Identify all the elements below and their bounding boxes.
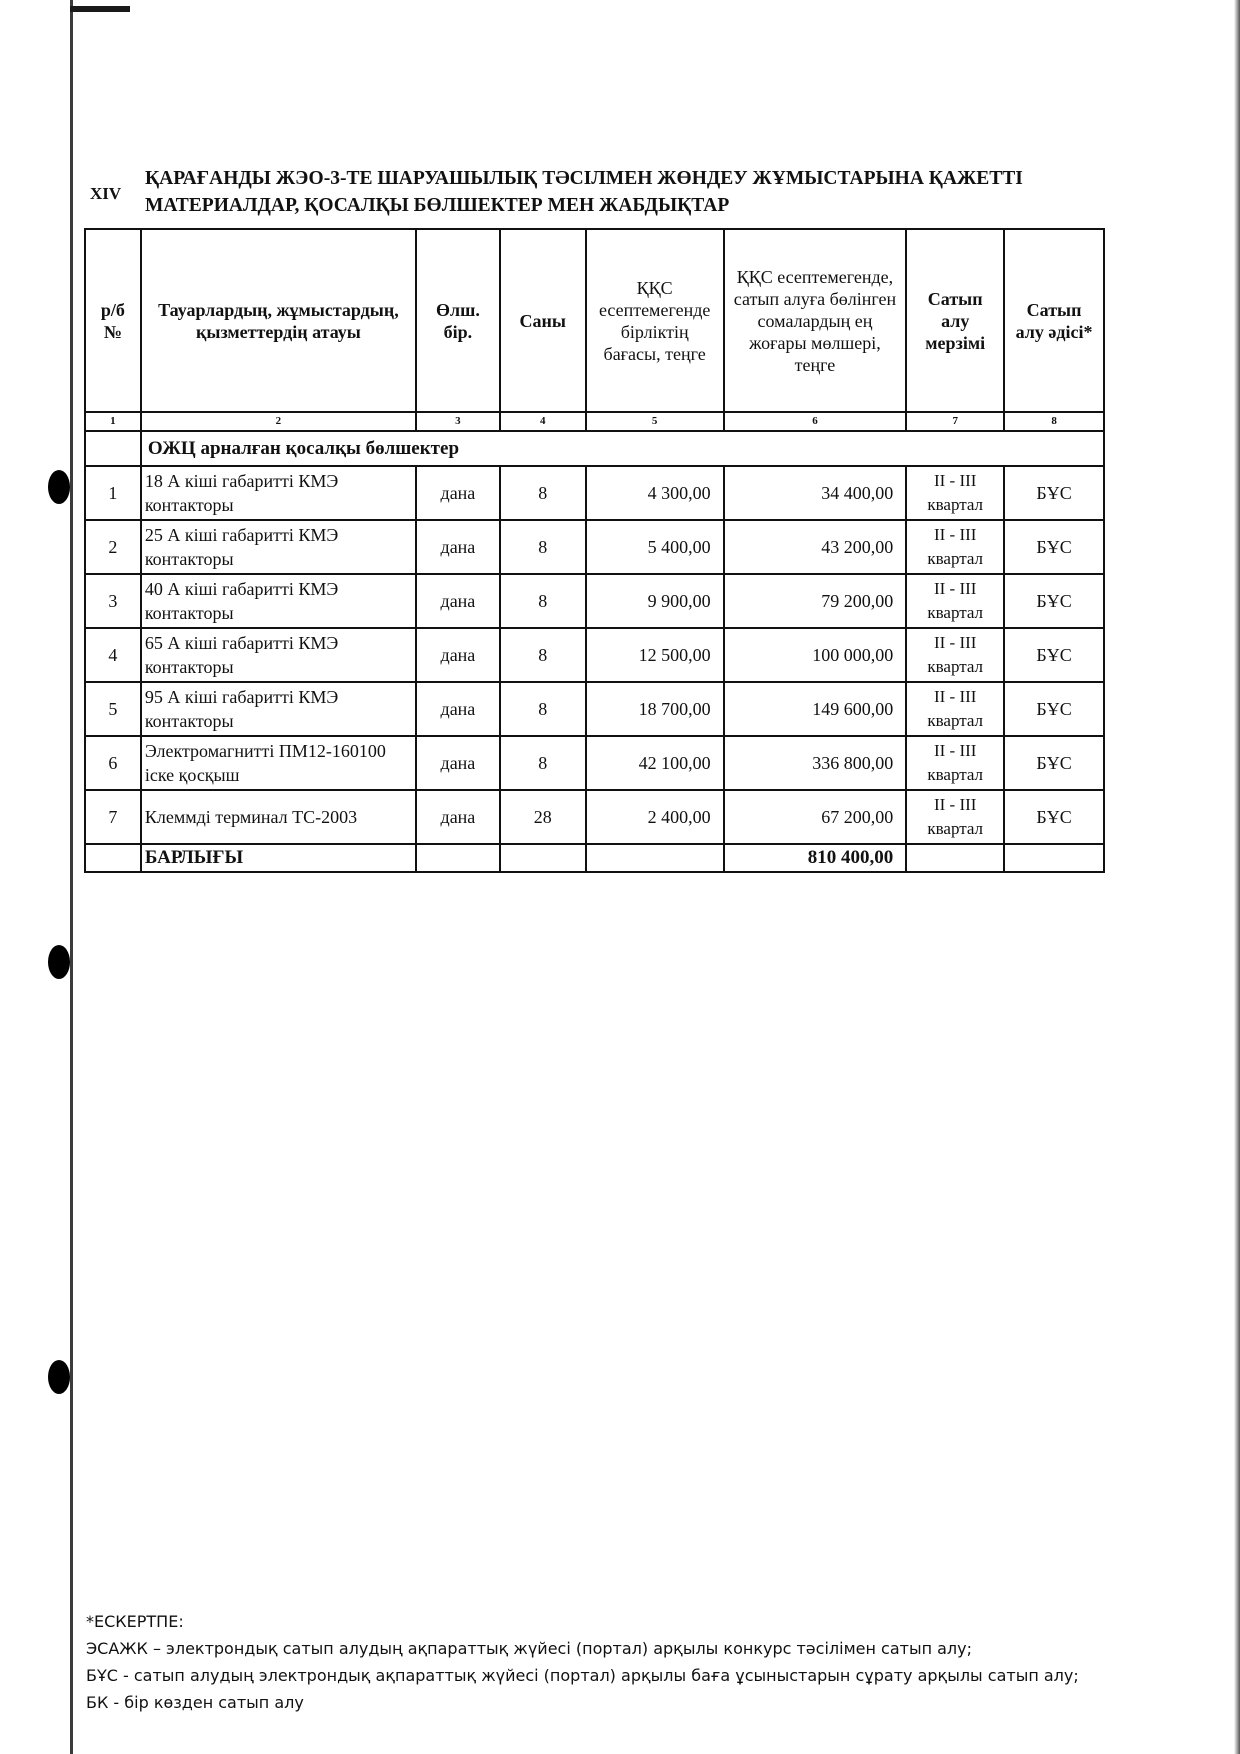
row-number: 2 xyxy=(85,520,141,574)
item-name: 65 А кіші габаритті КМЭ контакторы xyxy=(141,628,416,682)
scan-right-edge xyxy=(1234,0,1240,1754)
item-max-amount: 34 400,00 xyxy=(724,466,907,520)
item-unit: дана xyxy=(416,520,500,574)
item-unit: дана xyxy=(416,574,500,628)
item-quantity: 8 xyxy=(500,682,586,736)
item-method: БҰС xyxy=(1004,628,1104,682)
total-label: БАРЛЫҒЫ xyxy=(141,844,416,872)
header-quantity: Саны xyxy=(500,229,586,412)
item-term: II - III квартал xyxy=(906,736,1004,790)
table-row xyxy=(85,682,1104,736)
item-method: БҰС xyxy=(1004,790,1104,844)
footnote-title: *ЕСКЕРТПЕ: xyxy=(86,1612,184,1631)
row-number: 3 xyxy=(85,574,141,628)
header-max-amount: ҚҚС есептемегенде, сатып алуға бөлінген сомалардың ең жоғары мөлшері, теңге xyxy=(724,229,907,412)
item-max-amount: 43 200,00 xyxy=(724,520,907,574)
item-unit-price: 9 900,00 xyxy=(586,574,724,628)
item-quantity: 8 xyxy=(500,520,586,574)
table-row xyxy=(85,628,1104,682)
item-method: БҰС xyxy=(1004,466,1104,520)
punch-hole-mark xyxy=(48,1360,70,1394)
item-unit-price: 5 400,00 xyxy=(586,520,724,574)
scan-edge-line xyxy=(70,0,73,1754)
header-method: Сатып алу әдісі* xyxy=(1004,229,1104,412)
item-max-amount: 149 600,00 xyxy=(724,682,907,736)
column-index: 2 xyxy=(141,412,416,431)
item-name: 95 А кіші габаритті КМЭ контакторы xyxy=(141,682,416,736)
column-index: 6 xyxy=(724,412,907,431)
header-number: р/б № xyxy=(85,229,141,412)
section-title: ҚАРАҒАНДЫ ЖЭО-3-ТЕ ШАРУАШЫЛЫҚ ТӘСІЛМЕН ЖӨНДЕУ ЖҰМЫСТАРЫНА ҚАЖЕТТІ МАТЕРИАЛДАР, ҚОСАЛҚЫ БӨЛШЕКТЕР МЕН ЖАБДЫҚТАР xyxy=(145,168,1023,216)
item-unit-price: 4 300,00 xyxy=(586,466,724,520)
table-row xyxy=(85,736,1104,790)
item-name: 40 А кіші габаритті КМЭ контакторы xyxy=(141,574,416,628)
item-name: 18 А кіші габаритті КМЭ контакторы xyxy=(141,466,416,520)
punch-hole-mark xyxy=(48,470,70,504)
item-method: БҰС xyxy=(1004,520,1104,574)
footnote xyxy=(86,1608,1206,1716)
header-unit-price: ҚҚС есептемегенде бірліктің бағасы, теңге xyxy=(586,229,724,412)
item-method: БҰС xyxy=(1004,574,1104,628)
total-row xyxy=(85,844,1104,872)
section-number: XIV xyxy=(90,184,122,203)
column-index: 1 xyxy=(85,412,141,431)
item-method: БҰС xyxy=(1004,736,1104,790)
item-quantity: 8 xyxy=(500,466,586,520)
item-term: II - III квартал xyxy=(906,682,1004,736)
item-max-amount: 100 000,00 xyxy=(724,628,907,682)
item-max-amount: 79 200,00 xyxy=(724,574,907,628)
item-name: Клеммді терминал ТС-2003 xyxy=(141,790,416,844)
column-index-row xyxy=(85,412,1104,431)
table-row xyxy=(85,520,1104,574)
section-label: ОЖЦ арналған қосалқы бөлшектер xyxy=(141,431,1104,466)
column-index: 7 xyxy=(906,412,1004,431)
footnote-line: БҰС - сатып алудың электрондық ақпараттық жүйесі (портал) арқылы баға ұсыныстарын сұрату арқылы сатып алу; xyxy=(86,1666,1079,1685)
item-unit-price: 18 700,00 xyxy=(586,682,724,736)
header-name: Тауарлардың, жұмыстардың, қызметтердің атауы xyxy=(141,229,416,412)
column-index: 4 xyxy=(500,412,586,431)
row-number: 4 xyxy=(85,628,141,682)
item-max-amount: 336 800,00 xyxy=(724,736,907,790)
item-term: II - III квартал xyxy=(906,520,1004,574)
item-term: II - III квартал xyxy=(906,574,1004,628)
item-quantity: 8 xyxy=(500,628,586,682)
footnote-line: ЭСАЖК – электрондық сатып алудың ақпараттық жүйесі (портал) арқылы конкурс тәсілімен сатып алу; xyxy=(86,1639,973,1658)
footnote-line: БК - бір көзден сатып алу xyxy=(86,1693,304,1712)
item-quantity: 8 xyxy=(500,574,586,628)
row-number: 6 xyxy=(85,736,141,790)
item-unit: дана xyxy=(416,736,500,790)
item-term: II - III квартал xyxy=(906,628,1004,682)
item-name: 25 А кіші габаритті КМЭ контакторы xyxy=(141,520,416,574)
item-unit-price: 12 500,00 xyxy=(586,628,724,682)
item-unit: дана xyxy=(416,466,500,520)
table-row xyxy=(85,574,1104,628)
item-method: БҰС xyxy=(1004,682,1104,736)
column-index: 5 xyxy=(586,412,724,431)
item-quantity: 8 xyxy=(500,736,586,790)
item-unit: дана xyxy=(416,628,500,682)
column-index: 8 xyxy=(1004,412,1104,431)
item-unit-price: 42 100,00 xyxy=(586,736,724,790)
item-unit: дана xyxy=(416,790,500,844)
item-quantity: 28 xyxy=(500,790,586,844)
column-index: 3 xyxy=(416,412,500,431)
row-number: 1 xyxy=(85,466,141,520)
item-unit: дана xyxy=(416,682,500,736)
item-term: II - III квартал xyxy=(906,790,1004,844)
header-term: Сатып алу мерзімі xyxy=(906,229,1004,412)
scan-corner-mark xyxy=(70,6,130,12)
header-row xyxy=(85,229,1104,412)
section-row xyxy=(85,431,1104,466)
total-sum: 810 400,00 xyxy=(724,844,907,872)
item-name: Электромагнитті ПМ12-160100 іске қосқыш xyxy=(141,736,416,790)
procurement-table xyxy=(84,228,1105,873)
row-number: 7 xyxy=(85,790,141,844)
item-max-amount: 67 200,00 xyxy=(724,790,907,844)
item-unit-price: 2 400,00 xyxy=(586,790,724,844)
table-row xyxy=(85,790,1104,844)
row-number: 5 xyxy=(85,682,141,736)
table-row xyxy=(85,466,1104,520)
item-term: II - III квартал xyxy=(906,466,1004,520)
header-unit: Өлш. бір. xyxy=(416,229,500,412)
punch-hole-mark xyxy=(48,945,70,979)
